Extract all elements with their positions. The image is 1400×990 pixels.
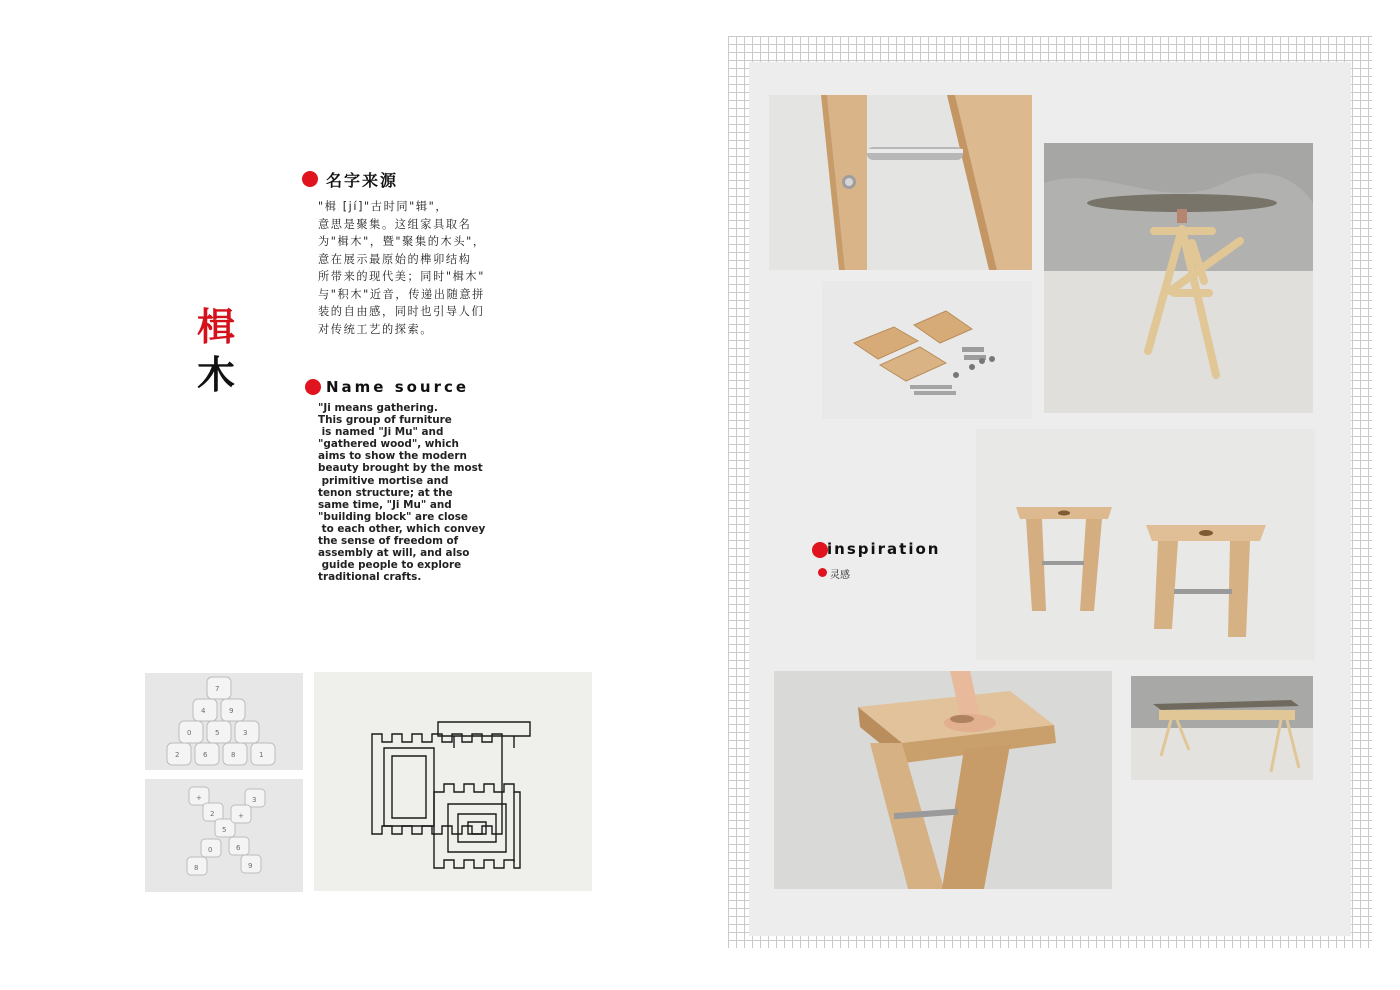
svg-text:1: 1 bbox=[259, 751, 264, 759]
name-source-body-en: "Ji means gathering. This group of furniture is named "Ji Mu" and "gathered wood", which aims to show the modern beauty brought by the most primitive mortise and tenon structure; at the same time, "Ji Mu" and "building block" are close to each other, which convey the sense of freedom of assembly at will, and also guide people to explore traditional crafts. bbox=[318, 402, 486, 584]
inspiration-sub-label: 灵感 bbox=[830, 570, 850, 581]
svg-text:6: 6 bbox=[236, 844, 241, 852]
red-bullet-dot bbox=[302, 171, 318, 187]
side-table-glass-top-image bbox=[1044, 143, 1313, 413]
zh-line: 所带来的现代美；同时"楫木" bbox=[318, 270, 485, 283]
svg-text:+: + bbox=[238, 812, 244, 820]
flat-pack-parts-image bbox=[822, 281, 1032, 419]
svg-text:+: + bbox=[196, 794, 202, 802]
name-origin-heading-zh: 名字来源 bbox=[326, 171, 399, 190]
furniture-line-drawing-image bbox=[314, 672, 592, 891]
name-source-heading-en: Name source bbox=[326, 378, 470, 396]
svg-text:2: 2 bbox=[175, 751, 180, 759]
number-blocks-pyramid-image bbox=[145, 673, 303, 770]
zh-line: 与"积木"近音，传递出随意拼 bbox=[318, 287, 485, 301]
svg-text:5: 5 bbox=[215, 729, 220, 737]
svg-text:0: 0 bbox=[187, 729, 192, 737]
red-bullet-dot bbox=[812, 542, 828, 558]
hand-on-stool-image bbox=[774, 671, 1112, 889]
svg-text:6: 6 bbox=[203, 751, 208, 759]
stool-leg-closeup-image bbox=[769, 95, 1032, 270]
svg-text:2: 2 bbox=[210, 810, 215, 818]
two-stools-image bbox=[976, 429, 1315, 660]
zh-line: 对传统工艺的探索。 bbox=[318, 322, 434, 336]
svg-text:7: 7 bbox=[215, 685, 220, 693]
name-origin-body-zh bbox=[318, 198, 498, 338]
zh-line: 意思是聚集。这组家具取名 bbox=[318, 217, 472, 231]
svg-text:4: 4 bbox=[201, 707, 206, 715]
zh-line: 装的自由感，同时也引导人们 bbox=[318, 305, 485, 318]
svg-text:8: 8 bbox=[194, 864, 199, 872]
svg-text:9: 9 bbox=[229, 707, 234, 715]
svg-text:9: 9 bbox=[248, 862, 253, 870]
svg-text:3: 3 bbox=[252, 796, 257, 804]
red-bullet-dot-small bbox=[818, 568, 827, 577]
red-bullet-dot bbox=[305, 379, 321, 395]
inspiration-label: inspiration bbox=[827, 540, 941, 558]
svg-text:3: 3 bbox=[243, 729, 248, 737]
title-char-mu: 木 bbox=[196, 352, 235, 397]
svg-text:0: 0 bbox=[208, 846, 213, 854]
title-char-ji: 楫 bbox=[196, 304, 235, 349]
number-blocks-cross-image bbox=[145, 779, 303, 892]
zh-line: "楫 [jí]"古时同"辑"， bbox=[318, 200, 449, 213]
zh-line: 为"楫木"，暨"聚集的木头"， bbox=[318, 235, 486, 248]
svg-text:8: 8 bbox=[231, 751, 236, 759]
svg-text:5: 5 bbox=[222, 826, 227, 834]
vertical-title bbox=[194, 303, 238, 399]
console-desk-image bbox=[1131, 676, 1313, 780]
zh-line: 意在展示最原始的榫卯结构 bbox=[318, 252, 472, 266]
